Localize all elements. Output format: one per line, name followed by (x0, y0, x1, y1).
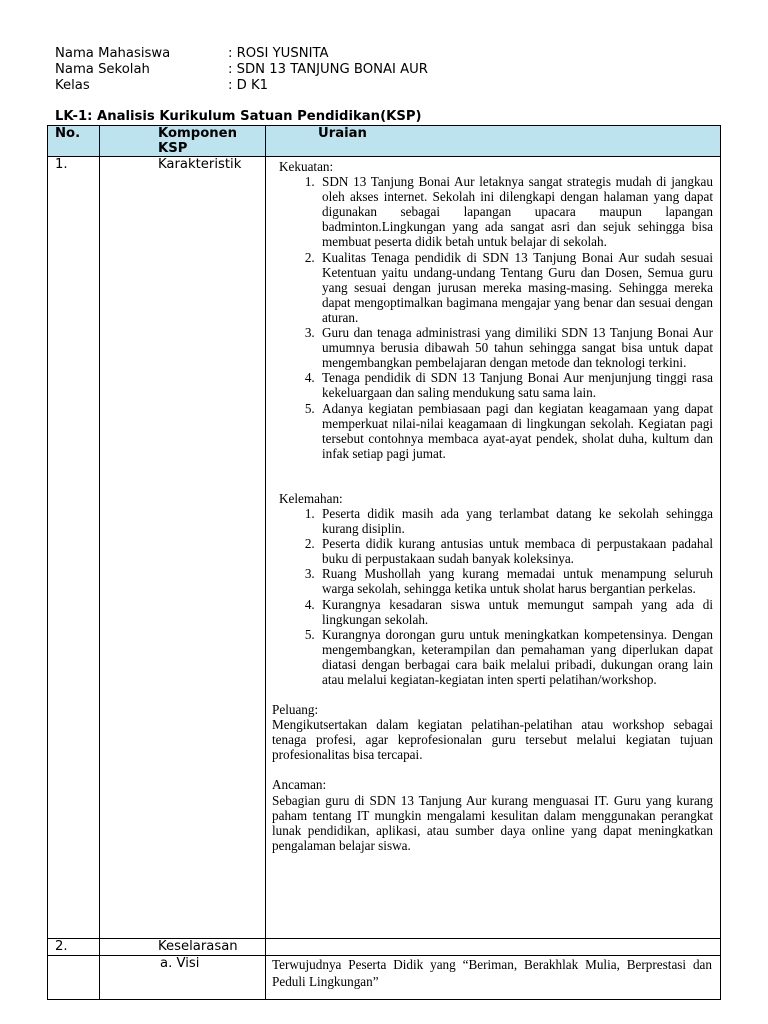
list-item: 3. Guru dan tenaga administrasi yang dimiliki SDN 13 Tanjung Bonai Aur umumnya berusia dibawah 50 tahun sehingga sangat bisa untuk dapat mengembangkan pembelajaran dengan metode dan teknologi terkini. (318, 325, 713, 370)
table-row (48, 939, 721, 956)
list-item: 5. Kurangnya dorongan guru untuk meningkatkan kompetensinya. Dengan mengembangkan, keterampilan dan pemahaman yang diperlukan dapat diatasi dengan berbagai cara baik melalui pribadi, dukungan orang lain atau melalui kegiatan-kegiatan inten sperti pelatihan/workshop. (318, 627, 713, 687)
info-value: : ROSI YUSNITA (228, 46, 329, 61)
spacer (272, 687, 713, 702)
spacer (272, 461, 713, 491)
list-item: 1. Peserta didik masih ada yang terlambat datang ke sekolah sehingga kurang disiplin. (318, 506, 713, 536)
column-header-no: No. (48, 126, 100, 157)
row-number-empty (48, 956, 100, 1000)
row-komponen: Keselarasan (100, 939, 266, 956)
info-value: : D K1 (228, 78, 269, 93)
list-item: 1. SDN 13 Tanjung Bonai Aur letaknya sangat strategis mudah di jangkau oleh akses internet. Sekolah ini dilengkapi dengan halaman yang dapat digunakan sebagai lapangan upacara maupun lapangan badminton.Lingkungan yang ada sangat asri dan sejuk sehingga bisa membuat peserta didik betah untuk belajar di sekolah. (318, 174, 713, 249)
row-uraian (266, 157, 721, 939)
student-info (55, 46, 428, 94)
row-komponen: Karakteristik (100, 157, 266, 939)
peluang-heading: Peluang: (272, 702, 319, 718)
kelemahan-list (272, 506, 713, 687)
list-item: 3. Ruang Mushollah yang kurang memadai untuk menampung seluruh warga sekolah, sehingga ketika untuk sholat harus bergantian perkelas. (318, 566, 713, 596)
kekuatan-heading: Kekuatan: (279, 159, 334, 174)
table-row (48, 956, 721, 1000)
ancaman-text: Sebagian guru di SDN 13 Tanjung Aur kurang menguasai IT. Guru yang kurang paham tentang IT mungkin mengalami kesulitan dalam menggunakan perangkat lunak pendidikan, aplikasi, atau sumber daya online yang dapat meningkatkan pengalaman belajar siswa. (272, 792, 713, 853)
row-uraian-empty (266, 939, 721, 956)
peluang-text: Mengikutsertakan dalam kegiatan pelatihan-pelatihan atau workshop sebagai tenaga profesi, agar keprofesionalan guru tersebut melalui kegiatan tujuan profesionalitas bisa tercapai. (272, 717, 713, 763)
kelemahan-heading: Kelemahan: (279, 490, 343, 506)
list-item: 2. Peserta didik kurang antusias untuk membaca di perpustakaan padahal buku di perpustakaan sudah banyak koleksinya. (318, 536, 713, 566)
info-value: : SDN 13 TANJUNG BONAI AUR (228, 62, 428, 77)
list-item: 5. Adanya kegiatan pembiasaan pagi dan kegiatan keagamaan yang dapat memperkuat nilai-nilai keagamaan di lingkungan sekolah. Kegiatan pagi tersebut contohnya membaca ayat-ayat pendek, sholat duha, kultum dan infak setiap pagi jumat. (318, 401, 713, 461)
info-label: Nama Sekolah (55, 62, 150, 77)
row-number: 1. (48, 157, 100, 939)
row-subkomponen: a. Visi (100, 956, 266, 1000)
info-row-kelas (55, 78, 428, 94)
list-item: 4. Kurangnya kesadaran siswa untuk memungut sampah yang ada di lingkungan sekolah. (318, 597, 713, 627)
kekuatan-list (272, 174, 713, 461)
spacer (272, 762, 713, 777)
table-row (48, 157, 721, 939)
info-row-nama-mahasiswa (55, 46, 428, 62)
column-header-uraian: Uraian (266, 126, 721, 157)
ksp-analysis-table (47, 125, 721, 1000)
ancaman-heading: Ancaman: (272, 777, 327, 793)
list-item: 2. Kualitas Tenaga pendidik di SDN 13 Tanjung Bonai Aur sudah sesuai Ketentuan yaitu undang-undang Tentang Guru dan Dosen, Semua guru yang sesuai dengan jurusan mereka masing-masing. Sehingga mereka dapat mengoptimalkan bagimana mengajar yang benar dan sesuai dengan aturan. (318, 250, 713, 325)
table-header-row (48, 126, 721, 157)
list-item: 4. Tenaga pendidik di SDN 13 Tanjung Bonai Aur menjunjung tinggi rasa kekeluargaan dan saling mendukung satu sama lain. (318, 370, 713, 400)
document-title: LK-1: Analisis Kurikulum Satuan Pendidikan(KSP) (55, 109, 422, 124)
info-label: Nama Mahasiswa (55, 46, 171, 61)
row-number: 2. (48, 939, 100, 956)
row-uraian-visi: Terwujudnya Peserta Didik yang “Beriman, Berakhlak Mulia, Berprestasi dan Peduli Lingkungan” (266, 956, 721, 1000)
info-label: Kelas (55, 78, 90, 93)
column-header-komponen: Komponen KSP (100, 126, 266, 157)
info-row-nama-sekolah (55, 62, 428, 78)
